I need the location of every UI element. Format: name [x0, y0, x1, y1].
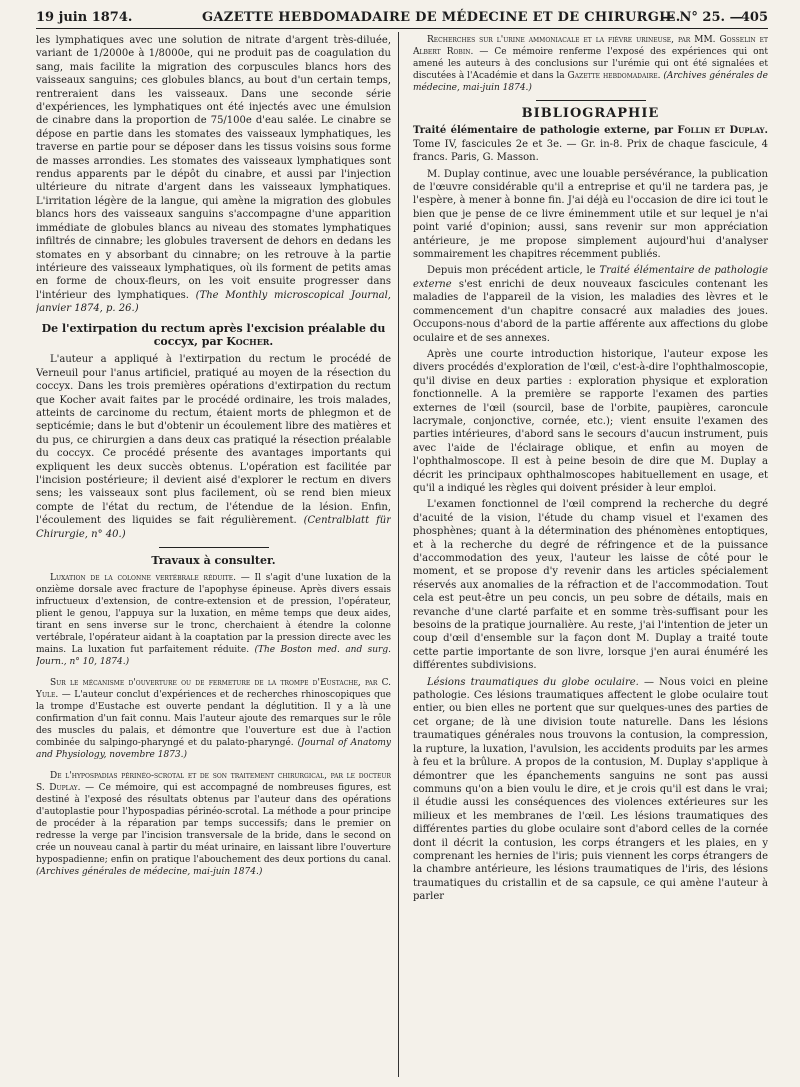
left-column: [36, 34, 391, 1076]
page-number: 405: [740, 10, 768, 25]
page-header: [36, 6, 768, 29]
paragraph: les lymphatiques avec une solution de nitrate d'argent très-diluée, variant de 1/2000e à 1/8000e, qui ne produit pas de coagulation du sang, mais facilite la migration des corpuscules blancs hors des vaisseaux sanguins; ces globules blancs, au bout d'un certain temps, rentreraient dans les vaisseaux. Dans une seconde série d'expériences, les lymphatiques ont été injectés avec une émulsion de cinabre dans la proportion de 75/100e d'eau salée. Le cinabre se dépose en partie dans les stomates des vaisseaux lymphatiques, les traverse en partie pour se déposer dans les tissus voisins sous forme de masses arrondies. Les stomates des vaisseaux lymphatiques sont rendus apparents par le dépôt du cinabre, et aussi par l'injection ultérieure du nitrate d'argent dans les vaisseaux lymphatiques. L'irritation légère de la langue, qui amène la migration des globules blancs hors des vaisseaux sanguins s'accompagne d'une apparition immédiate de globules blancs au niveau des stomates lymphatiques infiltrés de cinnabre; les globules traversent de dehors en dedans les stomates en y absorbant du cinnabre; on les retrouve à la partie intérieure des vaisseaux lymphatiques, où ils forment de petits amas en forme de choux-fleurs, on les voit ensuite progresser dans l'intérieur des lymphatiques. (The Monthly microscopical Journal, janvier 1874, p. 26.): [36, 35, 391, 315]
paragraph: L'examen fonctionnel de l'œil comprend la recherche du degré d'acuité de la vision, l'étude du champ visuel et l'examen des phosphènes; quant à la détermination des phénomènes entoptiques, et à la recherche du degré de réfringence et de la puissance d'accommodation des yeux, l'auteur les laisse de côté pour le moment, et se propose d'y revenir dans les articles spécialement réservés aux anomalies de la réfraction et de l'accommodation. Tout cela est peut-être un peu concis, un peu sobre de détails, mais en revanche d'une clarté parfaite et en somme très-suffisant pour les besoins de la pratique journalière. Au reste, j'ai l'intention de jeter un coup d'œil d'ensemble sur la façon dont M. Duplay a traité toute cette partie importante de son livre, lorsque j'en aurai énuméré les différentes subdivisions.: [413, 499, 768, 672]
section-heading: De l'extirpation du rectum après l'excision préalable du coccyx, par Kocher.: [41, 321, 386, 348]
paragraph: Après une courte introduction historique, l'auteur expose les divers procédés d'exploration de l'œil, c'est-à-dire l'ophthalmoscopie, qu'il divise en deux parties : exploration physique et exploration fonctionnelle. A la première se rapporte l'examen des parties externes de l'œil (sourcil, base de l'orbite, paupières, caroncule lacrymale, conjonctive, cornée, etc.); vient ensuite l'examen des parties intérieures, d'abord sans le secours d'aucun instrument, puis avec l'aide de l'éclairage oblique, et enfin au moyen de l'ophthalmoscope. Il est à peine besoin de dire que M. Duplay a décrit les principaux ophthalmoscopes habituellement en usage, et qu'il a indiqué les règles qui doivent présider à leur emploi.: [413, 348, 768, 494]
paragraph: Luxation de la colonne vertébrale réduite. — Il s'agit d'une luxation de la onzième dorsale avec fracture de l'apophyse épineuse. Après divers essais infructueux d'extension, de contre-extension et de pression, l'opérateur, plient le genou, l'appuya sur la luxation, en même temps que deux aides, tirant en sens inverse sur le tronc, cherchaient à étendre la colonne vertébrale, l'opérateur aidant à la coaptation par la pression directe avec les mains. La luxation fut parfaitement réduite. (The Boston med. and surg. Journ., n° 10, 1874.): [36, 573, 391, 668]
issue-date: 19 juin 1874.: [36, 10, 133, 25]
paragraph: Lésions traumatiques du globe oculaire. — Nous voici en pleine pathologie. Ces lésions traumatiques affectent le globe oculaire tout entier, ou bien elles ne portent que sur quelques-unes des parties de cet organe; de là une division toute naturelle. Dans les lésions traumatiques générales nous trouvons la contusion, la compression, la rupture, la luxation, l'avulsion, les accidents produits par les armes à feu et la brûlure. A propos de la contusion, M. Duplay s'applique à démontrer que les épanchements sanguins ne sont pas aussi communs qu'on a bien voulu le dire, et je crois qu'il est dans le vrai; il étudie aussi les conséquences des violences extérieures sur les milieux et les membranes de l'œil. Les lésions traumatiques des différentes parties du globe oculaire sont d'abord celles de la cornée dont il décrit la contusion, les corps étrangers et les plaies, en y comprenant les hernies de l'iris; puis viennent les corps étrangers de la chambre antérieure, les lésions traumatiques de l'iris, des lésions traumatiques du cristallin et de sa capsule, ce qui amène l'auteur à parler: [413, 676, 768, 903]
paragraph: Sur le mécanisme d'ouverture ou de fermeture de la trompe d'Eustache, par C. Yule. — L'auteur conclut d'expériences et de recherches rhinoscopiques que la trompe d'Eustache est ouverte pendant la déglutition. Il y a là une confirmation d'un fait connu. Mais l'auteur ajoute des remarques sur le rôle des muscles du palais, et démontre que l'ouverture est due à l'action combinée du salpingo-pharyngé et du palato-pharyngé. (Journal of Anatomy and Physiology, novembre 1873.): [36, 678, 391, 761]
column-divider: [398, 32, 399, 1077]
book-reference: Traité élémentaire de pathologie externe, par Follin et Duplay. Tome IV, fascicules 2e et 3e. — Gr. in-8. Prix de chaque fascicule, 4 francs. Paris, G. Masson.: [413, 125, 768, 164]
divider: [536, 100, 646, 101]
paragraph: De l'hypospadias périnéo-scrotal et de son traitement chirurgical, par le docteur S. Duplay. — Ce mémoire, qui est accompagné de nombreuses figures, est destiné à l'exposé des résultats obtenus par l'auteur dans des opérations d'autoplastie pour l'hypospadias périnéo-scrotal. La méthode a pour principe de procéder à la réparation par temps successifs; dans le premier on redresse la verge par l'incision transversale de la bride, dans le second on crée un nouveau canal à partir du méat urinaire, en laissant libre l'ouverture hypospadienne; enfin on pratique l'abouchement des deux portions du canal. (Archives générales de médecine, mai-juin 1874.): [36, 771, 391, 878]
right-column: [413, 34, 768, 1076]
paragraph: Recherches sur l'urine ammoniacale et la fièvre urineuse, par MM. Gosselin et Albert Robin. — Ce mémoire renferme l'exposé des expériences qui ont amené les auteurs à des conclusions sur l'urémie qui ont été signalées et discutées à l'Académie et dans la Gazette hebdomadaire. (Archives générales de médecine, mai-juin 1874.): [413, 35, 768, 93]
journal-title: GAZETTE HEBDOMADAIRE DE MÉDECINE ET DE CHIRURGIE.: [202, 10, 681, 25]
section-title: BIBLIOGRAPHIE: [521, 106, 660, 121]
paragraph: M. Duplay continue, avec une louable persévérance, la publication de l'œuvre considérable qu'il a entreprise et qu'il ne tardera pas, je l'espère, à mener à bonne fin. J'ai déjà eu l'occasion de dire ici tout le bien que je pense de ce livre éminemment utile et sur lequel je n'ai point varié d'opinion; aussi, sans revenir sur mon appréciation antérieure, je me propose simplement aujourd'hui d'analyser sommairement les chapitres récemment publiés.: [413, 168, 768, 261]
paragraph: L'auteur a appliqué à l'extirpation du rectum le procédé de Verneuil pour l'anus artificiel, pratiqué au moyen de la résection du coccyx. Dans les trois premières opérations d'extirpation du rectum que Kocher avait faites par le procédé ordinaire, les trois malades, atteints de carcinome du rectum, étaient morts de phlegmon et de septicémie; dans le but d'obtenir un écoulement libre des matières et du pus, ce chirurgien a dans deux cas pratiqué la résection préalable du coccyx. Ce procédé présente des avantages importants qui expliquent les deux succès obtenus. L'opération est facilitée par l'incision postérieure; il devient aisé d'explorer le rectum en divers sens; les vaisseaux sont plus facilement, où se rend bien mieux compte de l'état du rectum, de l'étendue de la lésion. Enfin, l'écoulement des liquides se fait régulièrement. (Centralblatt für Chirurgie, n° 40.): [36, 354, 391, 540]
issue-number: — N° 25. —: [662, 10, 743, 25]
section-heading: Travaux à consulter.: [151, 554, 276, 568]
paragraph: Depuis mon précédent article, le Traité élémentaire de pathologie externe s'est enrichi de deux nouveaux fascicules contenant les maladies de l'appareil de la vision, les maladies des lèvres et le commencement d'un chapitre consacré aux maladies des joues. Occupons-nous d'abord de la partie afférente aux affections du globe oculaire et de ses annexes.: [413, 265, 768, 344]
divider: [159, 547, 269, 548]
